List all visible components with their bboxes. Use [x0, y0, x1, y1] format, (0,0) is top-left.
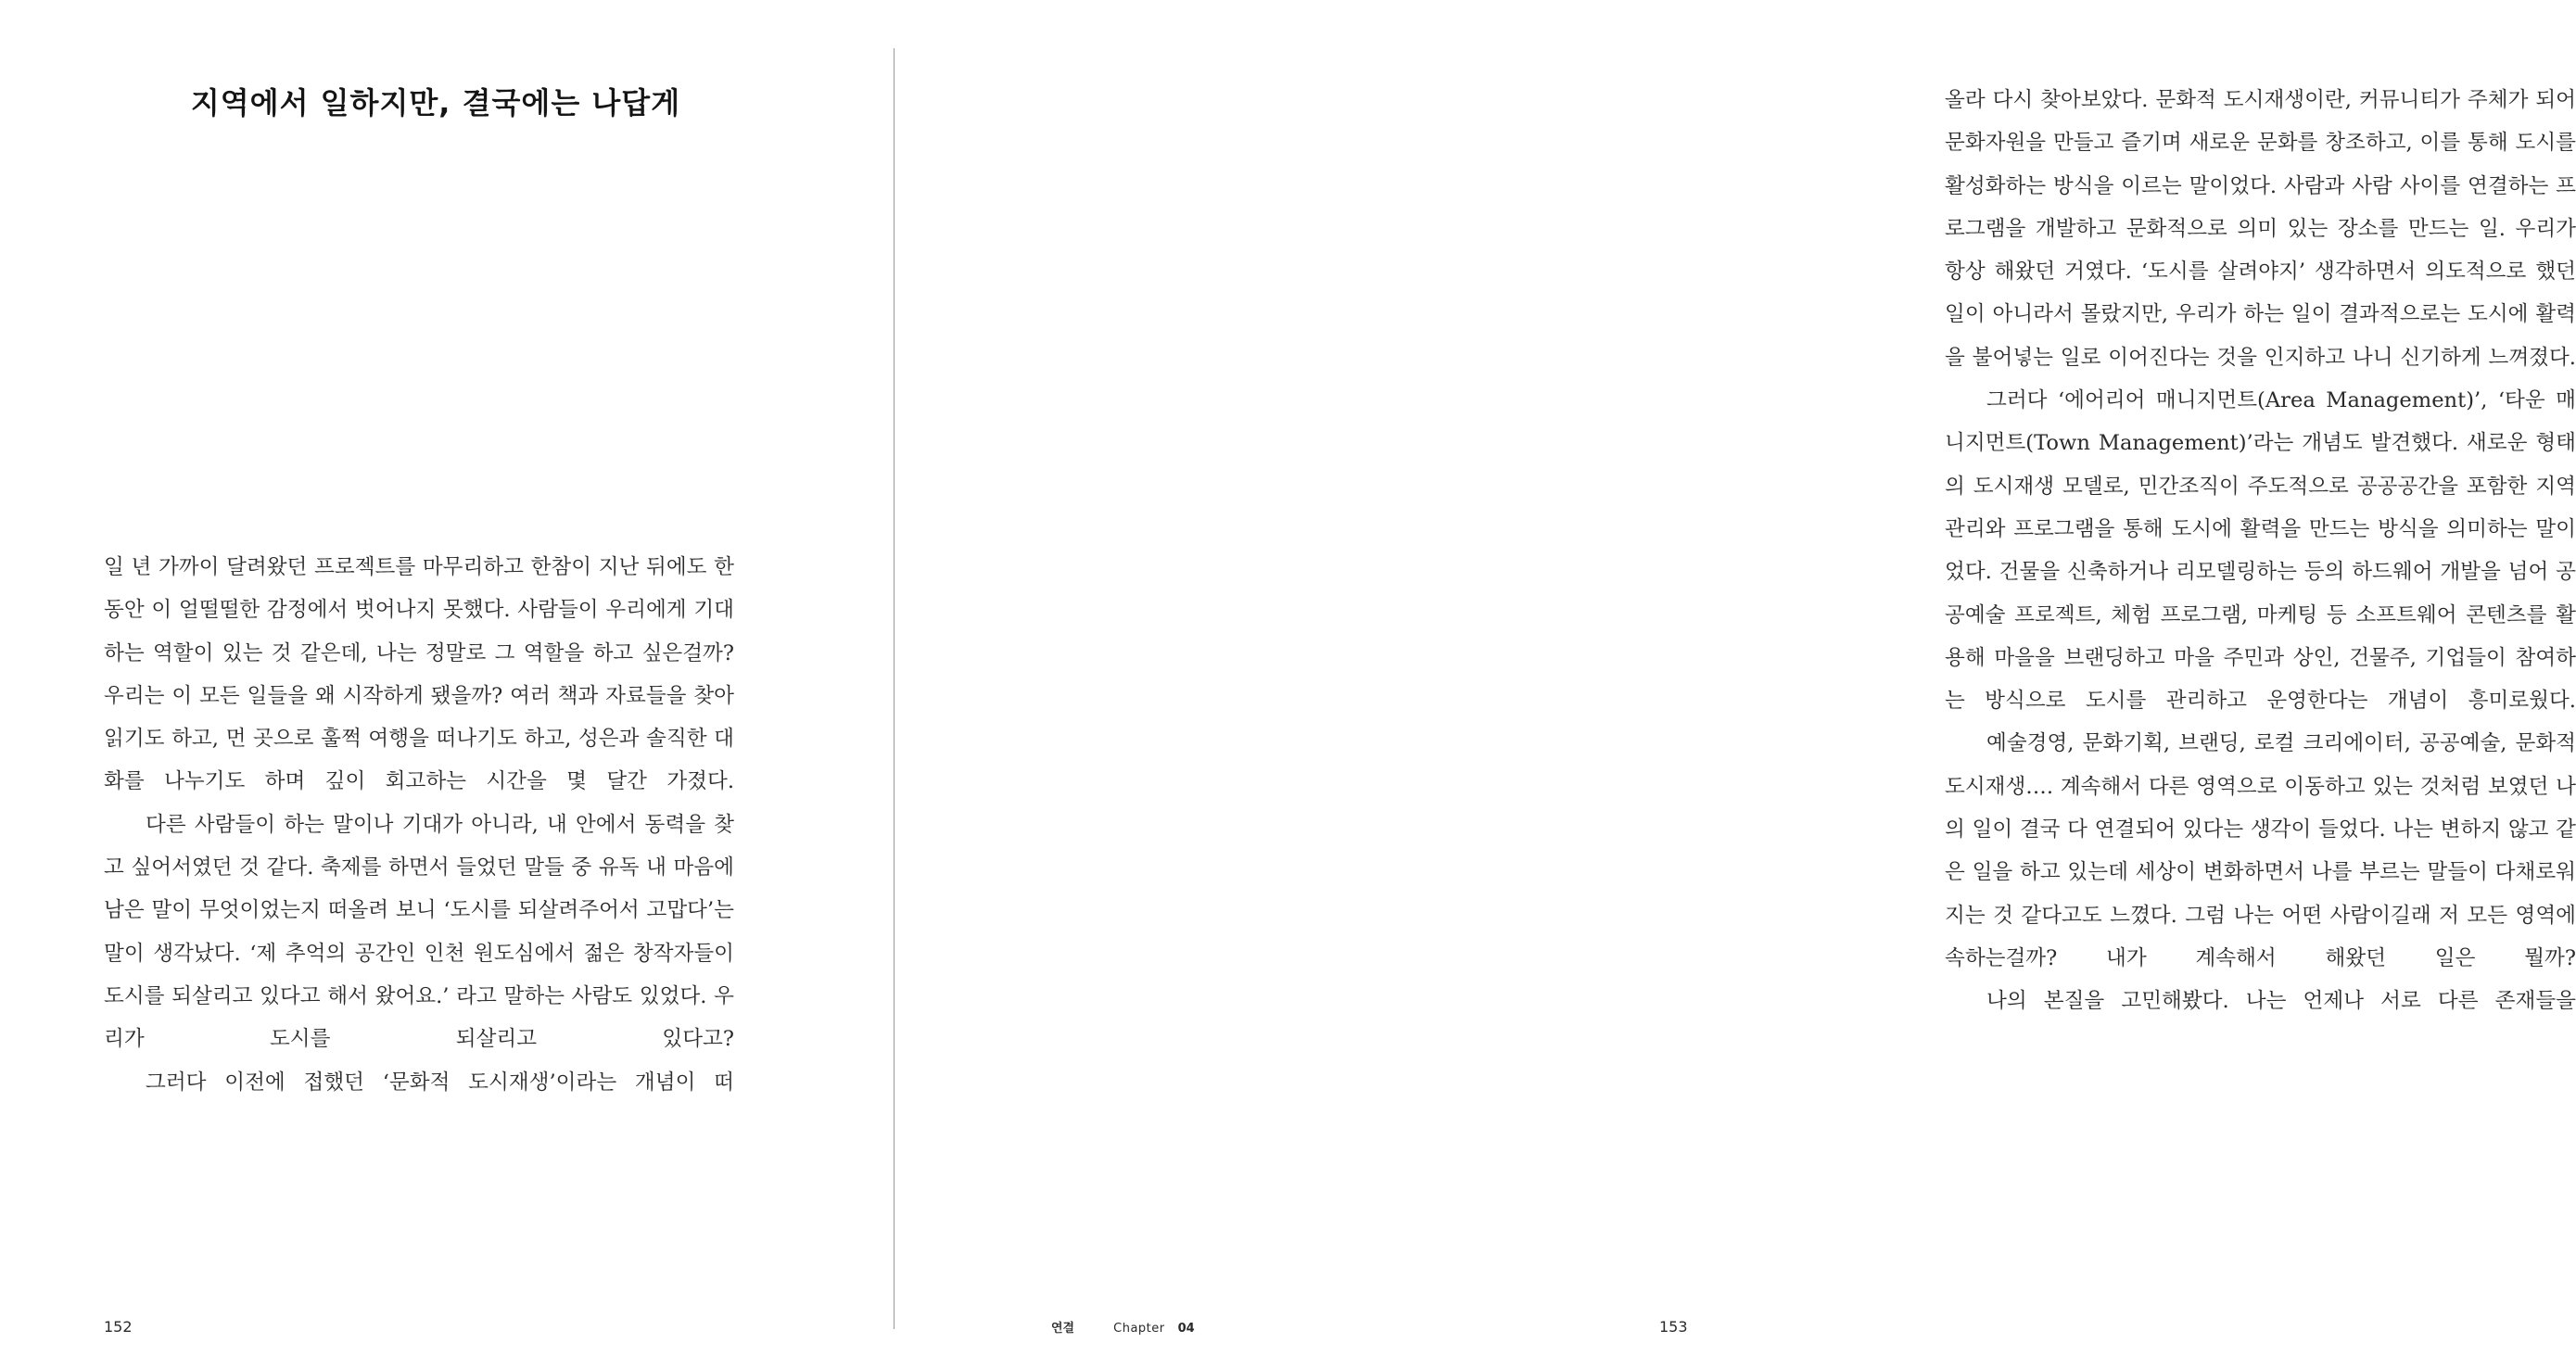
running-head-section: 연결	[1051, 1322, 1075, 1336]
chapter-title: 지역에서 일하지만, 결국에는 나답게	[190, 85, 681, 120]
left-page-body	[104, 546, 734, 1104]
running-head-chapter-label: Chapter	[1113, 1322, 1165, 1336]
paragraph: 올라 다시 찾아보았다. 문화적 도시재생이란, 커뮤니티가 주체가 되어 문화자원을 만들고 즐기며 새로운 문화를 창조하고, 이를 통해 도시를 활성화하는 방식을 이르는 말이었다. 사람과 사람 사이를 연결하는 프로그램을 개발하고 문화적으로 의미 있는 장소를 만드는 일. 우리가 항상 해왔던 거였다. ‘도시를 살려야지’ 생각하면서 의도적으로 했던 일이 아니라서 몰랐지만, 우리가 하는 일이 결과적으로는 도시에 활력을 불어넣는 일로 이어진다는 것을 인지하고 나니 신기하게 느껴졌다.	[1945, 88, 2576, 370]
right-page-body	[1945, 79, 2576, 1023]
running-head-chapter-number: 04	[1177, 1322, 1195, 1336]
right-page	[895, 0, 2576, 1368]
running-head	[1051, 1318, 1195, 1336]
page-number-right: 153	[1659, 1318, 1688, 1336]
paragraph: 그러다 ‘에어리어 매니지먼트(Area Management)’, ‘타운 매니지먼트(Town Management)’라는 개념도 발견했다. 새로운 형태의 도시재생 모델로, 민간조직이 주도적으로 공공공간을 포함한 지역관리와 프로그램을 통해 도시에 활력을 만드는 방식을 의미하는 말이었다. 건물을 신축하거나 리모델링하는 등의 하드웨어 개발을 넘어 공공예술 프로젝트, 체험 프로그램, 마케팅 등 소프트웨어 콘텐츠를 활용해 마을을 브랜딩하고 마을 주민과 상인, 건물주, 기업들이 참여하는 방식으로 도시를 관리하고 운영한다는 개념이 흥미로웠다.	[1945, 388, 2576, 714]
paragraph: 그러다 이전에 접했던 ‘문화적 도시재생’이라는 개념이 떠	[146, 1070, 734, 1095]
paragraph: 나의 본질을 고민해봤다. 나는 언제나 서로 다른 존재들을	[1986, 989, 2576, 1014]
paragraph: 예술경영, 문화기획, 브랜딩, 로컬 크리에이터, 공공예술, 문화적 도시재생…. 계속해서 다른 영역으로 이동하고 있는 것처럼 보였던 나의 일이 결국 다 연결되어 있다는 생각이 들었다. 나는 변하지 않고 같은 일을 하고 있는데 세상이 변화하면서 나를 부르는 말들이 다채로워지는 것 같다고도 느꼈다. 그럼 나는 어떤 사람이길래 저 모든 영역에 속하는걸까? 내가 계속해서 해왔던 일은 뭘까?	[1945, 731, 2576, 970]
page-number-left: 152	[104, 1318, 133, 1336]
left-page	[0, 0, 894, 1368]
paragraph: 일 년 가까이 달려왔던 프로젝트를 마무리하고 한참이 지난 뒤에도 한동안 이 얼떨떨한 감정에서 벗어나지 못했다. 사람들이 우리에게 기대하는 역할이 있는 것 같은데, 나는 정말로 그 역할을 하고 싶은걸까? 우리는 이 모든 일들을 왜 시작하게 됐을까? 여러 책과 자료들을 찾아 읽기도 하고, 먼 곳으로 훌쩍 여행을 떠나기도 하고, 성은과 솔직한 대화를 나누기도 하며 깊이 회고하는 시간을 몇 달간 가졌다.	[104, 555, 734, 794]
paragraph: 다른 사람들이 하는 말이나 기대가 아니라, 내 안에서 동력을 찾고 싶어서였던 것 같다. 축제를 하면서 들었던 말들 중 유독 내 마음에 남은 말이 무엇이었는지 떠올려 보니 ‘도시를 되살려주어서 고맙다’는 말이 생각났다. ‘제 추억의 공간인 인천 원도심에서 젊은 창작자들이 도시를 되살리고 있다고 해서 왔어요.’ 라고 말하는 사람도 있었다. 우리가 도시를 되살리고 있다고?	[104, 812, 734, 1052]
